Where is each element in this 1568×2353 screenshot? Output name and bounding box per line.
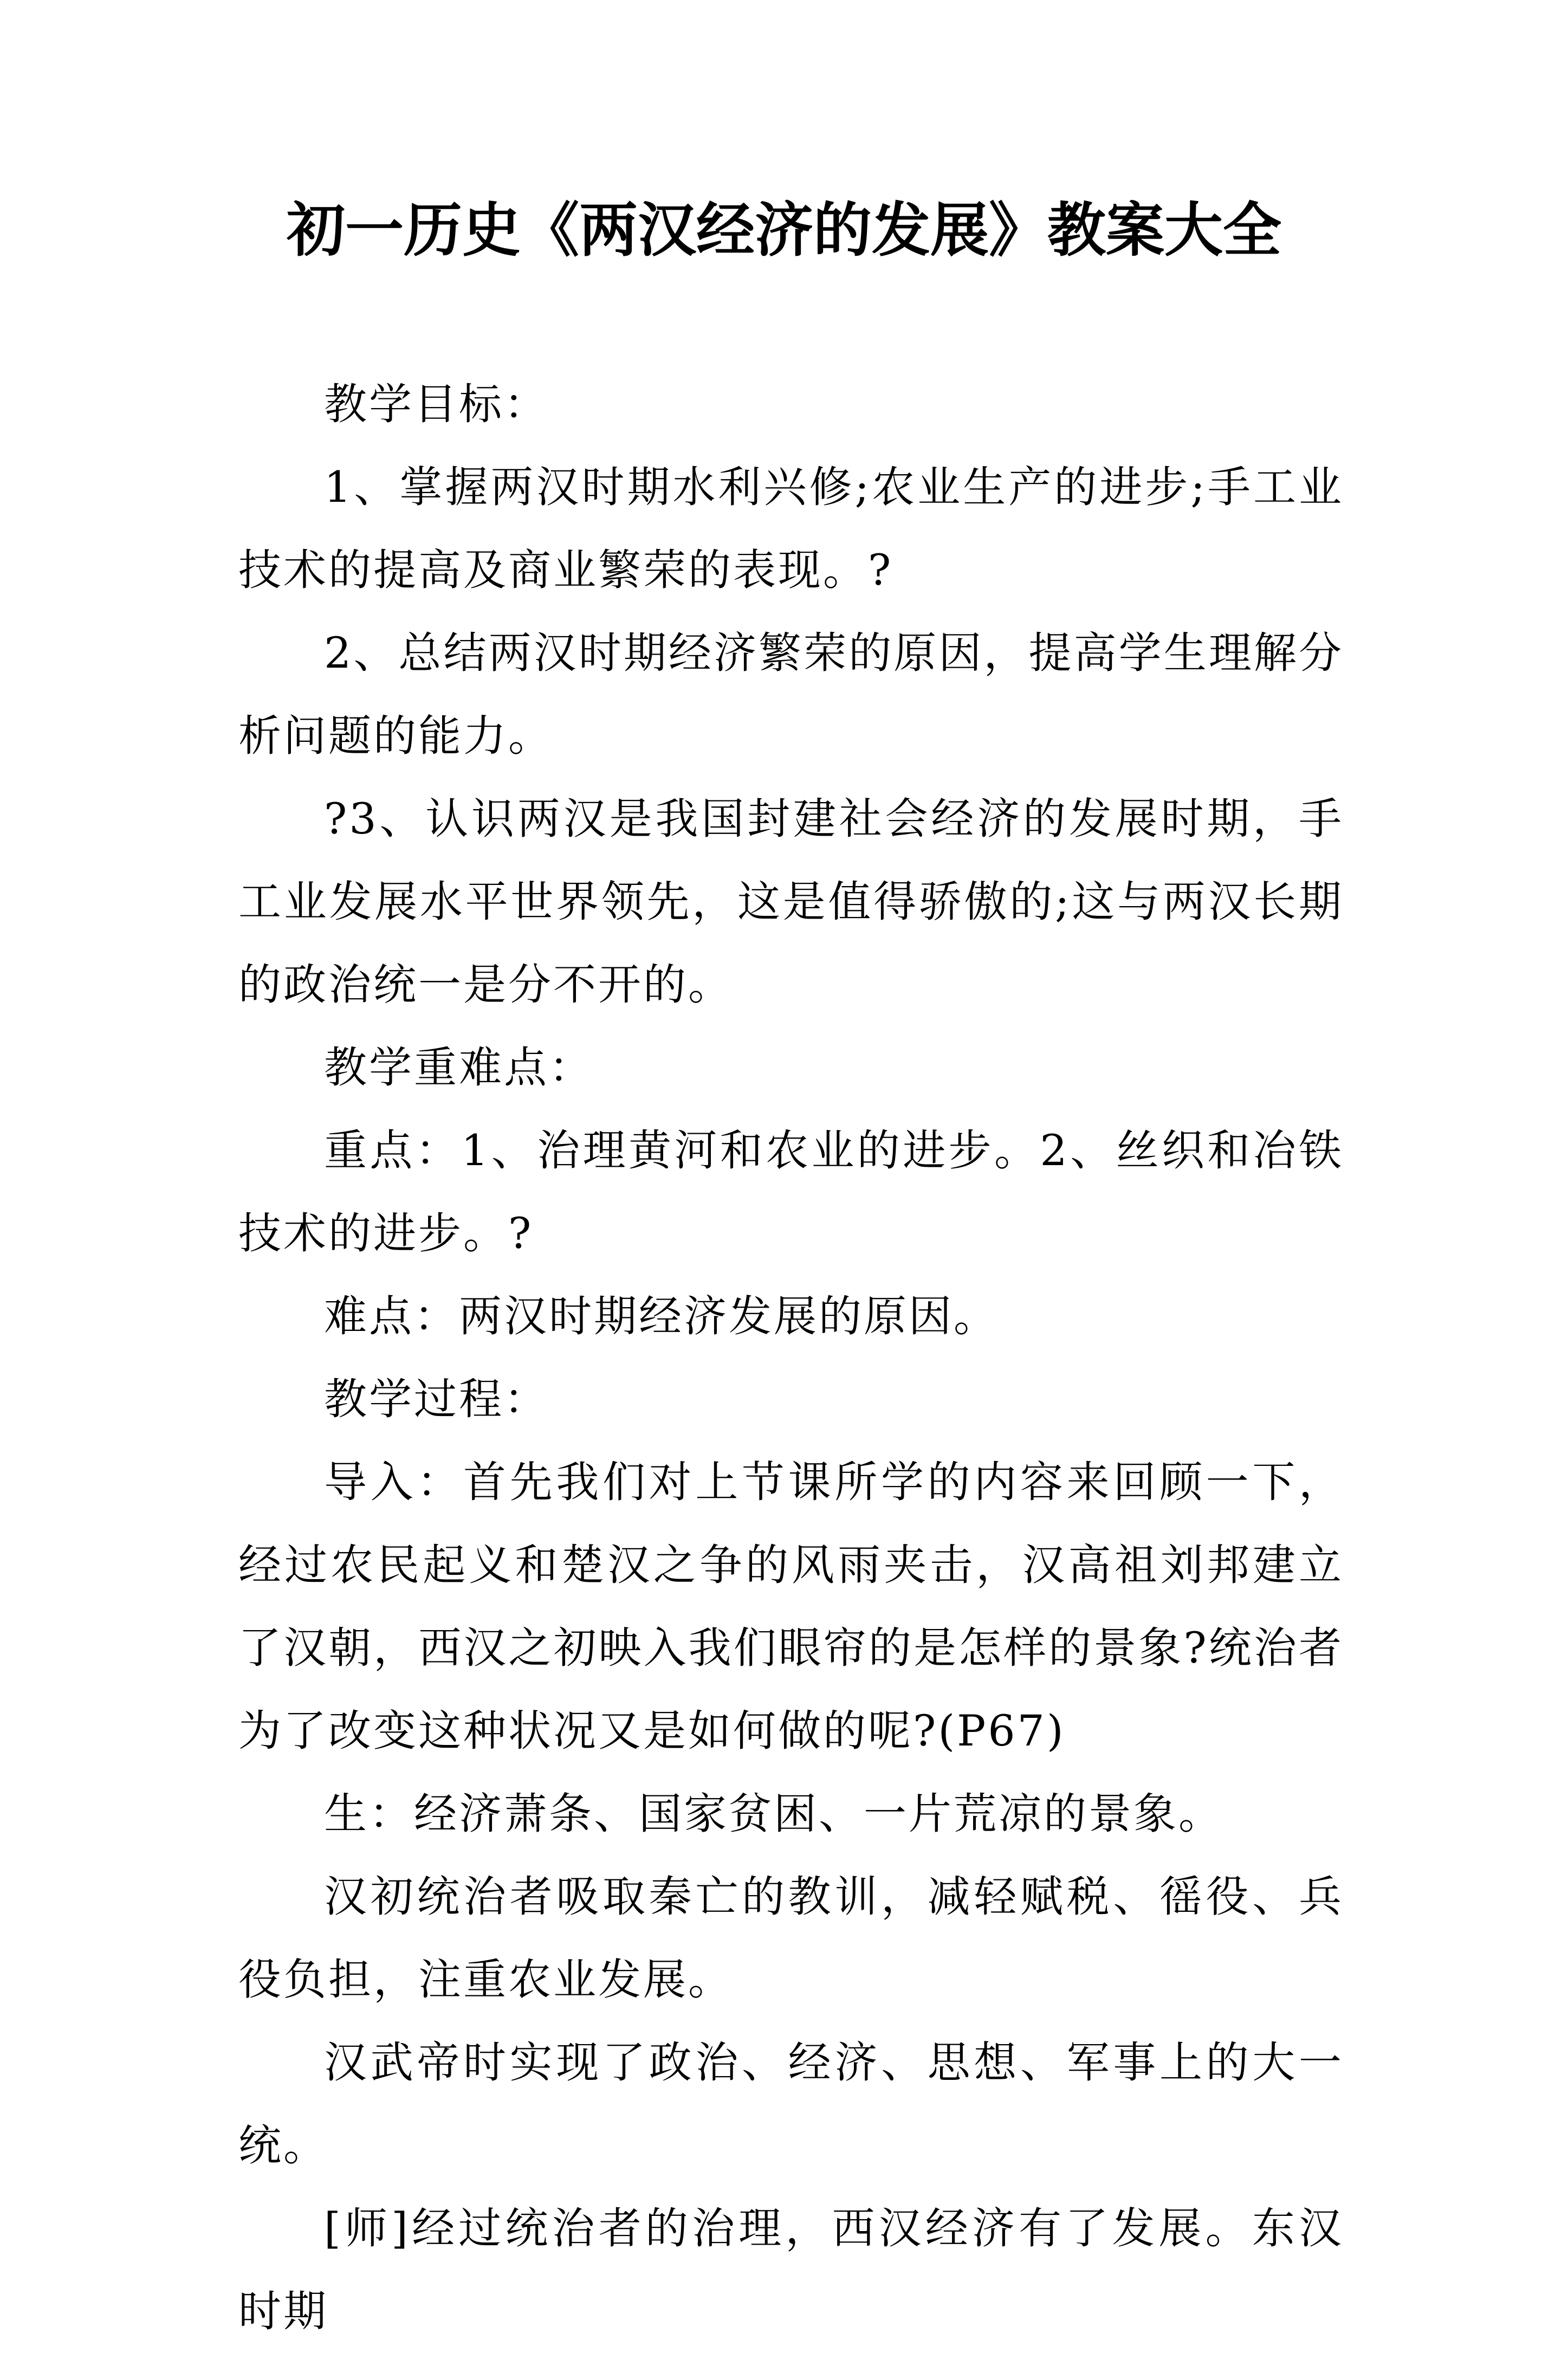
paragraph-emperor-wu: 汉武帝时实现了政治、经济、思想、军事上的大一统。: [238, 2038, 1344, 2170]
paragraph-key-points-heading: 教学重难点：: [324, 1043, 594, 1093]
paragraph-goal-2: 2、总结两汉时期经济繁荣的原因，提高学生理解分析问题的能力。: [238, 628, 1344, 761]
paragraph-introduction: 导入：首先我们对上节课所学的内容来回顾一下，经过农民起义和楚汉之争的风雨夹击，汉高祖刘邦建立了汉朝，西汉之初映入我们眼帘的是怎样的景象?统治者为了改变这种状况又是如何做的呢?(P67): [238, 1457, 1344, 1756]
paragraph-goal-3: ?3、认识两汉是我国封建社会经济的发展时期，手工业发展水平世界领先，这是值得骄傲的;这与两汉长期的政治统一是分不开的。: [238, 794, 1344, 1010]
paragraph-early-han-policy: 汉初统治者吸取秦亡的教训，减轻赋税、徭役、兵役负担，注重农业发展。: [238, 1872, 1344, 2005]
paragraph-goal-1: 1、掌握两汉时期水利兴修;农业生产的进步;手工业技术的提高及商业繁荣的表现。?: [238, 462, 1344, 595]
paragraph-process-heading: 教学过程：: [324, 1374, 549, 1424]
paragraph-teaching-goals-heading: 教学目标：: [324, 379, 549, 429]
paragraph-difficult-points: 难点：两汉时期经济发展的原因。: [324, 1291, 999, 1341]
paragraph-student-answer: 生：经济萧条、国家贫困、一片荒凉的景象。: [324, 1789, 1223, 1839]
document-title: 初一历史《两汉经济的发展》教案大全: [286, 196, 1281, 264]
paragraph-teacher-remark: [师]经过统治者的治理，西汉经济有了发展。东汉时期: [238, 2203, 1344, 2336]
document-body: [238, 363, 1344, 2353]
paragraph-key-points: 重点：1、治理黄河和农业的进步。2、丝织和冶铁技术的进步。?: [238, 1126, 1344, 1258]
